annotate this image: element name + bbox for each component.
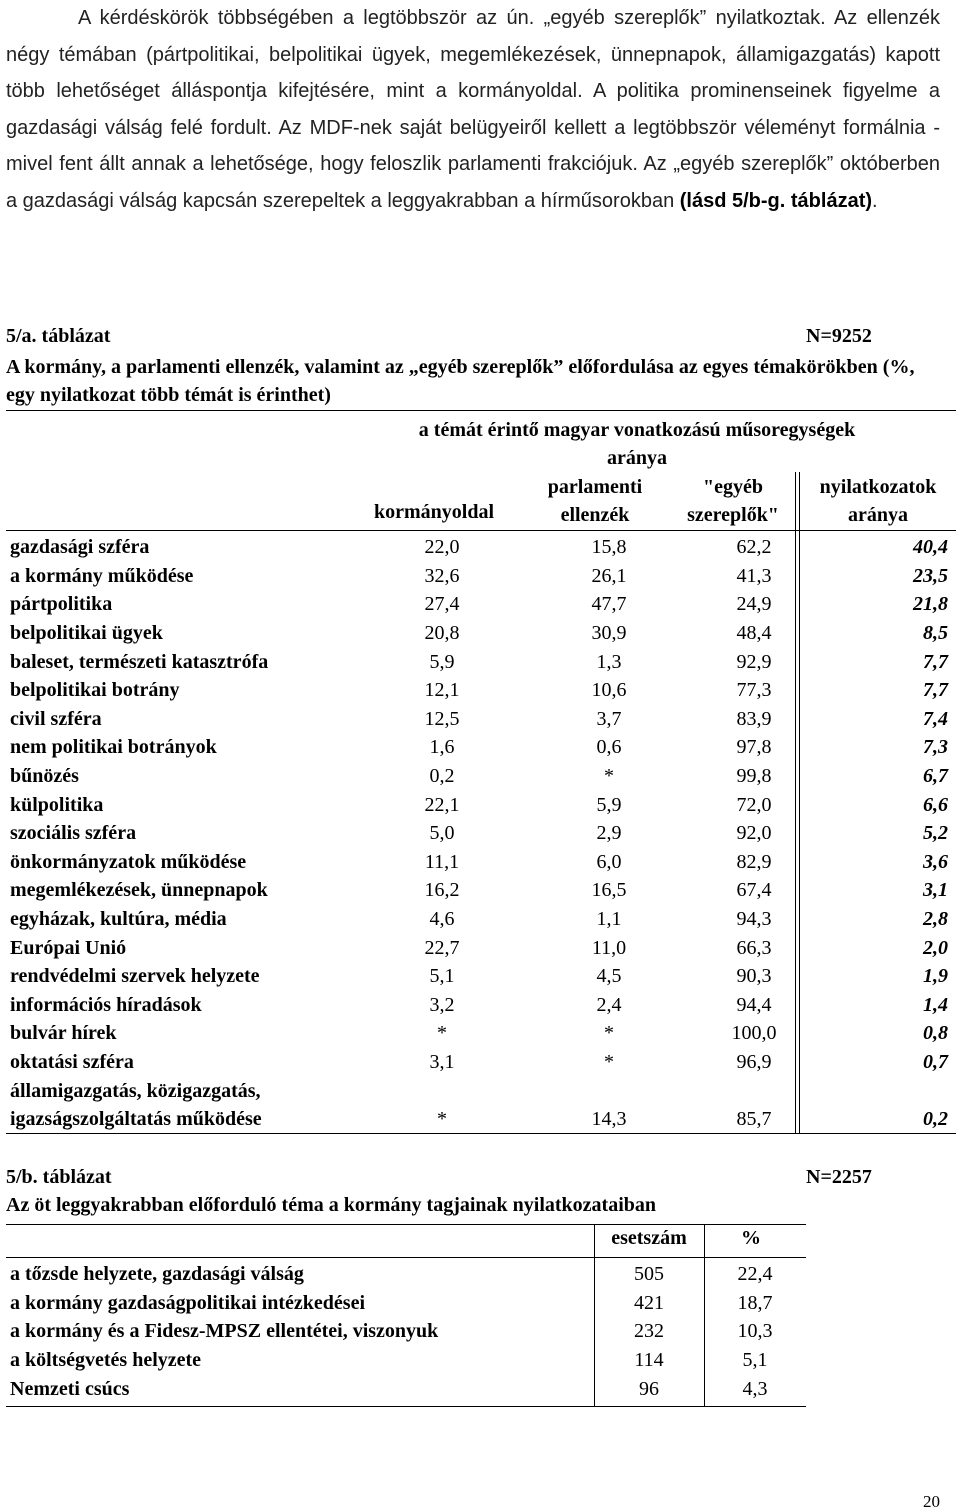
row-label: bűnözés	[10, 765, 79, 788]
cell-egyeb: 83,9	[736, 707, 772, 730]
cell-egyeb: 94,4	[736, 993, 772, 1016]
cell-ellenzek: 16,5	[591, 879, 627, 902]
cell-ellenzek: 2,4	[596, 993, 622, 1016]
table-b-caption: Az öt leggyakrabban előforduló téma a kormány tagjainak nyilatkozataiban	[6, 1194, 657, 1216]
cell-ellenzek: 5,9	[596, 793, 622, 816]
row-label: szociális szféra	[10, 822, 137, 845]
cell-nyilatkozatok: 7,7	[923, 650, 948, 673]
cell-kormanyoldal: 16,2	[424, 879, 460, 902]
cell-esetszam: 232	[634, 1320, 664, 1343]
cell-nyilatkozatok: 40,4	[913, 536, 948, 559]
cell-nyilatkozatok: 7,4	[923, 707, 948, 730]
table-row	[6, 905, 956, 934]
table-row	[6, 848, 956, 877]
cell-esetszam: 421	[634, 1291, 664, 1314]
row-label: rendvédelmi szervek helyzete	[10, 965, 260, 988]
cell-egyeb: 85,7	[736, 1108, 772, 1131]
table-b-body	[6, 1260, 806, 1403]
row-label: nem politikai botrányok	[10, 736, 217, 759]
table-a-body	[6, 533, 956, 1133]
table-row	[6, 1105, 956, 1134]
cell-kormanyoldal: 5,0	[429, 822, 455, 845]
col-header-egyeb-2: szereplők"	[687, 504, 779, 526]
table-row	[6, 1346, 806, 1375]
table-row	[6, 1289, 806, 1318]
cell-egyeb: 97,8	[736, 736, 772, 759]
cell-ellenzek: 0,6	[596, 736, 622, 759]
row-label: civil szféra	[10, 707, 102, 730]
col-header-egyeb	[672, 473, 794, 529]
row-label: Nemzeti csúcs	[10, 1377, 130, 1400]
cell-nyilatkozatok: 0,7	[923, 1050, 948, 1073]
row-label: a tőzsde helyzete, gazdasági válság	[10, 1263, 304, 1286]
row-label: megemlékezések, ünnepnapok	[10, 879, 268, 902]
cell-kormanyoldal: 22,7	[424, 936, 460, 959]
group-header-line-1: a témát érintő magyar vonatkozású műsoregységek	[418, 419, 856, 441]
row-label: államigazgatás, közigazgatás,	[10, 1079, 261, 1102]
cell-kormanyoldal: 27,4	[424, 593, 460, 616]
row-label: belpolitikai botrány	[10, 679, 180, 702]
page-number: 20	[923, 1492, 940, 1511]
cell-percent: 10,3	[737, 1320, 773, 1343]
cell-ellenzek: 15,8	[591, 536, 627, 559]
row-label: a költségvetés helyzete	[10, 1349, 202, 1372]
cell-ellenzek: *	[604, 1022, 614, 1045]
cell-egyeb: 92,0	[736, 822, 772, 845]
cell-nyilatkozatok: 7,7	[923, 679, 948, 702]
cell-nyilatkozatok: 0,2	[923, 1108, 948, 1131]
table-row	[6, 1048, 956, 1077]
table-a-header-rule	[6, 530, 956, 531]
table-b-bottom-rule	[6, 1406, 806, 1407]
cell-egyeb: 72,0	[736, 793, 772, 816]
table-row	[6, 733, 956, 762]
cell-egyeb: 77,3	[736, 679, 772, 702]
cell-kormanyoldal: 20,8	[424, 622, 460, 645]
cell-egyeb: 82,9	[736, 850, 772, 873]
table-row	[6, 876, 956, 905]
table-a-top-rule	[6, 410, 956, 411]
cell-ellenzek: 6,0	[596, 850, 622, 873]
cell-esetszam: 505	[634, 1263, 664, 1286]
cell-kormanyoldal: 12,1	[424, 679, 460, 702]
cell-percent: 4,3	[742, 1377, 768, 1400]
cell-egyeb: 92,9	[736, 650, 772, 673]
table-row	[6, 619, 956, 648]
cell-egyeb: 99,8	[736, 765, 772, 788]
cell-nyilatkozatok: 3,6	[923, 850, 948, 873]
cell-esetszam: 96	[639, 1377, 659, 1400]
cell-nyilatkozatok: 2,0	[923, 936, 948, 959]
col-header-nyilatkozatok-2: aránya	[848, 504, 908, 526]
cell-nyilatkozatok: 23,5	[913, 564, 948, 587]
cell-kormanyoldal: 11,1	[424, 850, 460, 873]
empty-cell	[690, 1076, 818, 1105]
row-label: gazdasági szféra	[10, 536, 150, 559]
table-row	[6, 1374, 806, 1403]
intro-reference: (lásd 5/b-g. táblázat)	[679, 189, 873, 212]
cell-kormanyoldal: 4,6	[429, 908, 455, 931]
cell-kormanyoldal: 3,1	[429, 1050, 455, 1073]
row-label: pártpolitika	[10, 593, 113, 616]
cell-egyeb: 96,9	[736, 1050, 772, 1073]
cell-ellenzek: *	[604, 765, 614, 788]
table-row	[6, 991, 956, 1020]
empty-cell	[818, 1076, 956, 1105]
cell-nyilatkozatok: 7,3	[923, 736, 948, 759]
cell-ellenzek: 10,6	[591, 679, 627, 702]
cell-ellenzek: 1,1	[596, 908, 622, 931]
cell-kormanyoldal: 32,6	[424, 564, 460, 587]
cell-kormanyoldal: 5,1	[429, 965, 455, 988]
cell-ellenzek: 1,3	[596, 650, 622, 673]
cell-nyilatkozatok: 8,5	[923, 622, 948, 645]
col-header-ellenzek	[530, 473, 660, 529]
table-row	[6, 962, 956, 991]
cell-nyilatkozatok: 2,8	[923, 908, 948, 931]
table-a-n: N=9252	[806, 325, 872, 347]
cell-egyeb: 24,9	[736, 593, 772, 616]
cell-egyeb: 62,2	[736, 536, 772, 559]
intro-text: A kérdéskörök többségében a legtöbbször az ún. „egyéb szereplők” nyilatkoztak. Az ellenzék négy témában (pártpolitikai, belpolitikai ügyek, megemlékezések, ünnepnapok, államigazgatás) kapott több lehetőséget álláspontja kifejtésére, mint a kormányoldal. A politika prominenseinek figyelme a gazdasági válság felé fordult. Az MDF-nek saját belügyeiről kellett a legtöbbször véleményt formálnia - mivel fent állt annak a lehetősége, hogy feloszlik parlamenti frakciójuk. Az „egyéb szereplők” októberben a gazdasági válság kapcsán szerepeltek a leggyakrabban a hírműsorokban	[6, 7, 940, 212]
cell-egyeb: 94,3	[736, 908, 772, 931]
cell-kormanyoldal: 5,9	[429, 650, 455, 673]
cell-nyilatkozatok: 1,4	[923, 993, 948, 1016]
table-row	[6, 790, 956, 819]
row-label: a kormány és a Fidesz-MPSZ ellentétei, viszonyuk	[10, 1320, 439, 1343]
cell-nyilatkozatok: 21,8	[913, 593, 948, 616]
cell-nyilatkozatok: 3,1	[923, 879, 948, 902]
cell-kormanyoldal: 0,2	[429, 765, 455, 788]
col-header-egyeb-1: "egyéb	[703, 476, 763, 498]
table-a-bottom-rule	[6, 1133, 956, 1134]
cell-kormanyoldal: 3,2	[429, 993, 455, 1016]
table-row	[6, 590, 956, 619]
cell-egyeb: 66,3	[736, 936, 772, 959]
cell-ellenzek: 47,7	[591, 593, 627, 616]
row-label: bulvár hírek	[10, 1022, 117, 1045]
cell-egyeb: 90,3	[736, 965, 772, 988]
table-row	[6, 705, 956, 734]
col-header-kormanyoldal: kormányoldal	[373, 501, 495, 523]
cell-percent: 5,1	[742, 1349, 768, 1372]
table-b-label: 5/b. táblázat	[6, 1166, 112, 1188]
table-b-col-percent: %	[741, 1227, 761, 1249]
cell-percent: 22,4	[737, 1263, 773, 1286]
cell-ellenzek: 4,5	[596, 965, 622, 988]
empty-cell	[356, 1076, 528, 1105]
table-b-top-rule	[6, 1224, 806, 1225]
intro-end: .	[872, 189, 878, 212]
row-label: a kormány működése	[10, 564, 194, 587]
table-row	[6, 819, 956, 848]
cell-ellenzek: 30,9	[591, 622, 627, 645]
table-row	[6, 762, 956, 791]
cell-nyilatkozatok: 6,7	[923, 765, 948, 788]
row-label: baleset, természeti katasztrófa	[10, 650, 269, 673]
cell-kormanyoldal: 22,1	[424, 793, 460, 816]
table-b-col-esetszam: esetszám	[611, 1227, 687, 1249]
table-a-caption: A kormány, a parlamenti ellenzék, valamint az „egyéb szereplők” előfordulása az egyes témakörökben (%, egy nyilatkozat több témát is érinthet)	[6, 356, 915, 406]
row-label: belpolitikai ügyek	[10, 622, 163, 645]
cell-ellenzek: 3,7	[596, 707, 622, 730]
row-label: külpolitika	[10, 793, 104, 816]
cell-nyilatkozatok: 6,6	[923, 793, 948, 816]
cell-esetszam: 114	[634, 1349, 664, 1372]
row-label: önkormányzatok működése	[10, 850, 247, 873]
cell-ellenzek: 2,9	[596, 822, 622, 845]
cell-egyeb: 41,3	[736, 564, 772, 587]
cell-kormanyoldal: 22,0	[424, 536, 460, 559]
row-label: oktatási szféra	[10, 1050, 134, 1073]
cell-egyeb: 48,4	[736, 622, 772, 645]
group-header-line-2: aránya	[607, 447, 667, 469]
cell-kormanyoldal: *	[437, 1022, 447, 1045]
cell-ellenzek: 14,3	[591, 1108, 627, 1131]
cell-nyilatkozatok: 0,8	[923, 1022, 948, 1045]
table-row	[6, 1019, 956, 1048]
cell-ellenzek: 26,1	[591, 564, 627, 587]
cell-percent: 18,7	[737, 1291, 773, 1314]
row-label: a kormány gazdaságpolitikai intézkedései	[10, 1291, 366, 1314]
table-row	[6, 647, 956, 676]
cell-egyeb: 100,0	[731, 1022, 777, 1045]
table-row	[6, 933, 956, 962]
table-a-group-header	[352, 416, 922, 472]
table-row	[6, 1260, 806, 1289]
table-a-label: 5/a. táblázat	[6, 325, 111, 347]
empty-cell	[528, 1076, 690, 1105]
col-header-ellenzek-2: ellenzék	[560, 504, 630, 526]
intro-paragraph	[6, 0, 940, 219]
col-header-ellenzek-1: parlamenti	[547, 476, 643, 498]
row-label: egyházak, kultúra, média	[10, 908, 227, 931]
row-label: igazságszolgáltatás működése	[10, 1108, 262, 1131]
cell-nyilatkozatok: 1,9	[923, 965, 948, 988]
table-row	[6, 1076, 956, 1105]
cell-kormanyoldal: *	[437, 1108, 447, 1131]
table-b-n: N=2257	[806, 1166, 872, 1188]
row-label: információs híradások	[10, 993, 202, 1016]
cell-kormanyoldal: 1,6	[429, 736, 455, 759]
cell-ellenzek: 11,0	[591, 936, 627, 959]
cell-nyilatkozatok: 5,2	[923, 822, 948, 845]
cell-egyeb: 67,4	[736, 879, 772, 902]
table-row	[6, 562, 956, 591]
row-label: Európai Unió	[10, 936, 127, 959]
cell-kormanyoldal: 12,5	[424, 707, 460, 730]
table-row	[6, 533, 956, 562]
table-row	[6, 1317, 806, 1346]
table-b-header-rule	[6, 1257, 806, 1258]
col-header-nyilatkozatok-1: nyilatkozatok	[819, 476, 937, 498]
col-header-nyilatkozatok	[800, 473, 956, 529]
table-row	[6, 676, 956, 705]
cell-ellenzek: *	[604, 1050, 614, 1073]
